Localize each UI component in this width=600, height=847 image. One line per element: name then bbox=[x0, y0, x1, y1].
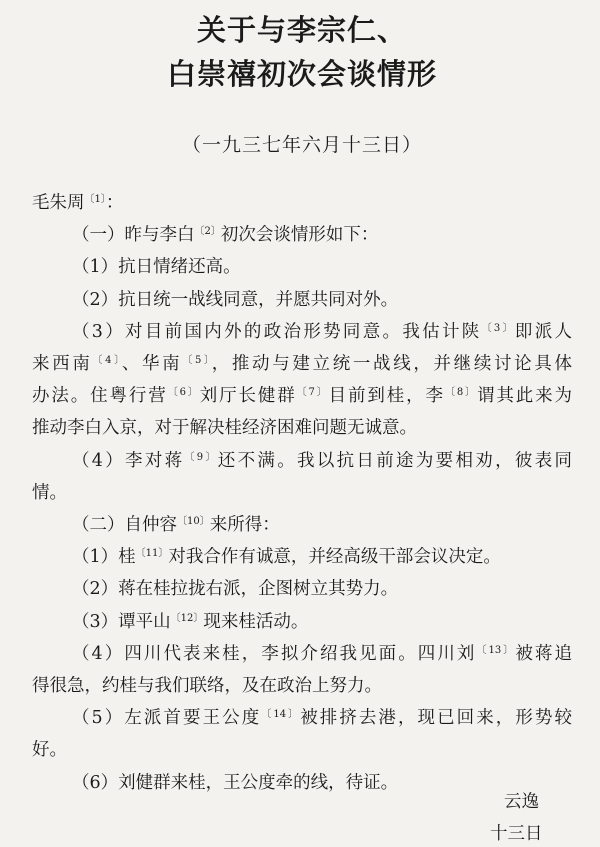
item-1-3-line-1: （3）对目前国内外的政治形势同意。我估计陕$^{〔3〕}$即派人 bbox=[72, 321, 573, 342]
footnote-ref: 〔10〕 bbox=[177, 516, 210, 528]
signature-name: 云逸 bbox=[504, 792, 539, 812]
salutation: 毛朱周$^{〔1〕}$： bbox=[32, 193, 124, 213]
item-2-5-line-1: （5）左派首要王公度$^{〔14〕}$被排挤去港，现已回来，形势较 bbox=[72, 708, 572, 729]
item-2-1: （1）桂$^{〔11〕}$对我合作有诚意，并经高级干部会议决定。 bbox=[72, 547, 501, 568]
item-1-4-line-1: （4）李对蒋$^{〔9〕}$还不满。我以抗日前途为要相劝，彼表同 bbox=[72, 450, 573, 471]
footnote-ref: 〔8〕 bbox=[444, 387, 477, 399]
section-1-heading: （一）昨与李白$^{〔2〕}$初次会谈情形如下： bbox=[72, 225, 379, 246]
title-line-1: 关于与李宗仁、 bbox=[196, 13, 407, 47]
item-2-5-line-2: 好。 bbox=[32, 740, 67, 761]
item-1-4-line-2: 情。 bbox=[32, 482, 67, 503]
item-2-2: （2）蒋在桂拉拢右派，企图树立其势力。 bbox=[72, 579, 399, 600]
item-1-3-line-4: 推动李白入京，对于解决桂经济困难问题无诚意。 bbox=[32, 418, 417, 439]
footnote-ref: 〔9〕 bbox=[184, 451, 218, 463]
document-body bbox=[32, 187, 572, 799]
footnote-ref: 〔4〕 bbox=[92, 355, 122, 367]
document-date: （一九三七年六月十三日） bbox=[181, 134, 422, 156]
footnote-ref: 〔7〕 bbox=[296, 387, 329, 399]
footnote-ref: 〔5〕 bbox=[182, 355, 212, 367]
title-line-2: 白崇禧初次会谈情形 bbox=[166, 57, 437, 91]
footnote-ref: 〔11〕 bbox=[135, 548, 169, 560]
item-2-3: （3）谭平山$^{〔12〕}$现来桂活动。 bbox=[72, 611, 309, 632]
section-2-heading: （二）自仲容$^{〔10〕}$来所得： bbox=[72, 515, 280, 536]
signature-date: 十三日 bbox=[490, 824, 543, 844]
footnote-ref: 〔6〕 bbox=[167, 387, 200, 399]
item-1-2: （2）抗日统一战线同意，并愿共同对外。 bbox=[72, 289, 399, 310]
item-1-3-line-2: 来西南$^{〔4〕}$、华南$^{〔5〕}$，推动与建立统一战线，并继续讨论具体 bbox=[32, 354, 573, 375]
document-title bbox=[32, 8, 572, 96]
item-2-4-line-2: 得很急，约桂与我们联络，及在政治上努力。 bbox=[32, 676, 382, 697]
item-2-4-line-1: （4）四川代表来桂，李拟介绍我见面。四川刘$^{〔13〕}$被蒋追 bbox=[72, 643, 572, 664]
footnote-ref: 〔14〕 bbox=[261, 709, 301, 721]
item-2-6: （6）刘健群来桂，王公度牵的线，待证。 bbox=[72, 772, 399, 793]
footnote-ref: 〔2〕 bbox=[194, 226, 221, 238]
footnote-ref: 〔3〕 bbox=[481, 322, 515, 334]
item-1-3-line-3: 办法。住粤行营$^{〔6〕}$刘厅长健群$^{〔7〕}$目前到桂，李$^{〔8〕}$谓其此来为 bbox=[32, 386, 573, 407]
footnote-ref: 〔13〕 bbox=[476, 644, 516, 656]
footnote-ref: 〔1〕 bbox=[84, 194, 106, 205]
footnote-ref: 〔12〕 bbox=[170, 612, 204, 624]
item-1-1: （1）抗日情绪还高。 bbox=[72, 257, 241, 278]
